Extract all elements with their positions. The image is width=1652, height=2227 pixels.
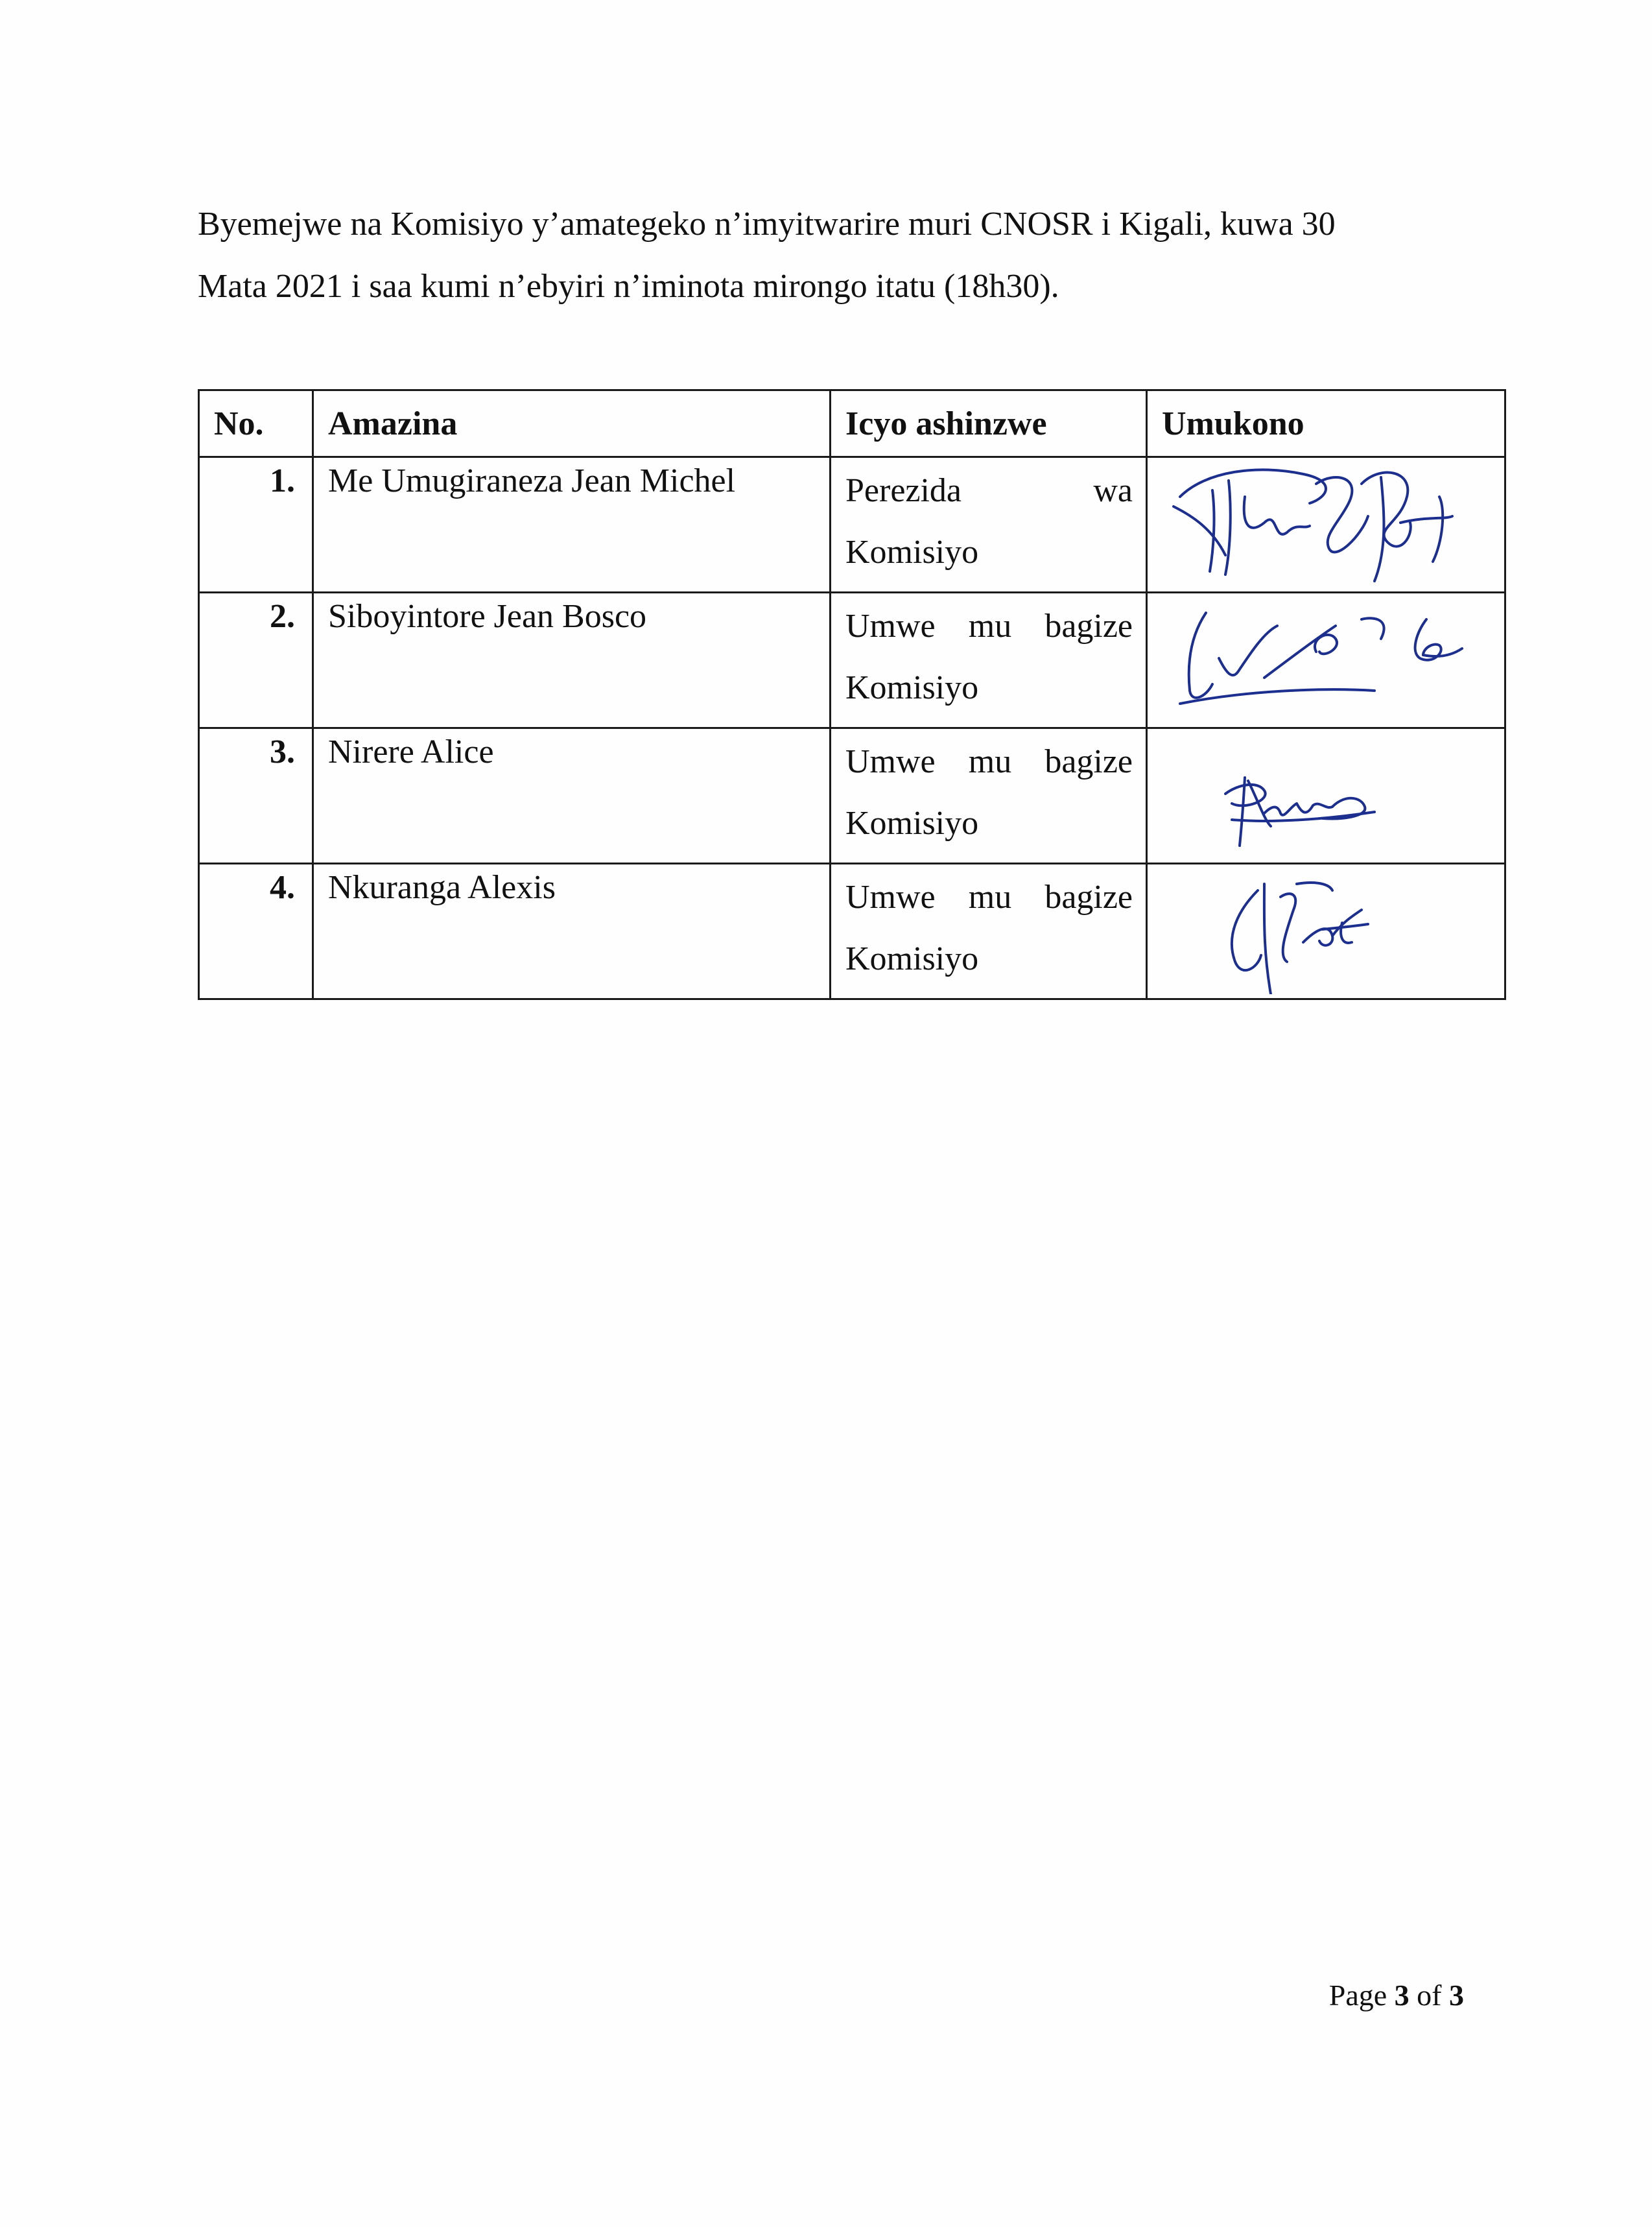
table-row (199, 728, 1505, 864)
signature-cell (1147, 457, 1505, 593)
role-word: Perezida (845, 472, 962, 509)
table-row (199, 457, 1505, 593)
handwritten-signature-1 (1167, 458, 1491, 588)
page-word: Page (1328, 1979, 1387, 2012)
handwritten-signature-2 (1167, 593, 1491, 723)
member-name: Me Umugiraneza Jean Michel (313, 457, 831, 593)
member-role (831, 593, 1147, 728)
current-page-number: 3 (1394, 1979, 1410, 2012)
role-line-2: Komisiyo (845, 669, 979, 706)
of-word: of (1417, 1979, 1442, 2012)
role-word: Umwe (845, 608, 936, 645)
table-row (199, 864, 1505, 999)
role-word: bagize (1044, 608, 1133, 645)
header-role: Icyo ashinzwe (831, 390, 1147, 457)
member-role (831, 728, 1147, 864)
header-no: No. (199, 390, 313, 457)
total-page-number: 3 (1449, 1979, 1464, 2012)
handwritten-signature-4 (1167, 864, 1491, 994)
signatures-table (198, 389, 1506, 1000)
role-word: bagize (1044, 879, 1133, 916)
role-word: wa (1093, 472, 1133, 509)
role-word: mu (968, 608, 1012, 645)
member-role (831, 457, 1147, 593)
signature-cell (1147, 864, 1505, 999)
page-footer (1329, 1978, 1464, 2012)
table-row (199, 593, 1505, 728)
role-line-2: Komisiyo (845, 805, 979, 842)
header-name: Amazina (313, 390, 831, 457)
signature-cell (1147, 728, 1505, 864)
member-role (831, 864, 1147, 999)
row-number: 1. (199, 457, 313, 593)
signature-cell (1147, 593, 1505, 728)
role-line-2: Komisiyo (845, 940, 979, 977)
role-word: Umwe (845, 879, 936, 916)
role-line-2: Komisiyo (845, 534, 979, 571)
role-word: bagize (1044, 743, 1133, 780)
row-number: 3. (199, 728, 313, 864)
intro-line-2: Mata 2021 i saa kumi n’ebyiri n’iminota mirongo itatu (18h30). (198, 268, 1059, 305)
row-number: 2. (199, 593, 313, 728)
role-word: mu (968, 743, 1012, 780)
row-number: 4. (199, 864, 313, 999)
role-word: mu (968, 879, 1012, 916)
intro-paragraph (198, 193, 1469, 318)
member-name: Siboyintore Jean Bosco (313, 593, 831, 728)
role-word: Umwe (845, 743, 936, 780)
table-header-row (199, 390, 1505, 457)
handwritten-signature-3 (1167, 729, 1491, 859)
header-signature: Umukono (1147, 390, 1505, 457)
intro-line-1: Byemejwe na Komisiyo y’amategeko n’imyitwarire muri CNOSR i Kigali, kuwa 30 (198, 206, 1336, 243)
member-name: Nkuranga Alexis (313, 864, 831, 999)
member-name: Nirere Alice (313, 728, 831, 864)
